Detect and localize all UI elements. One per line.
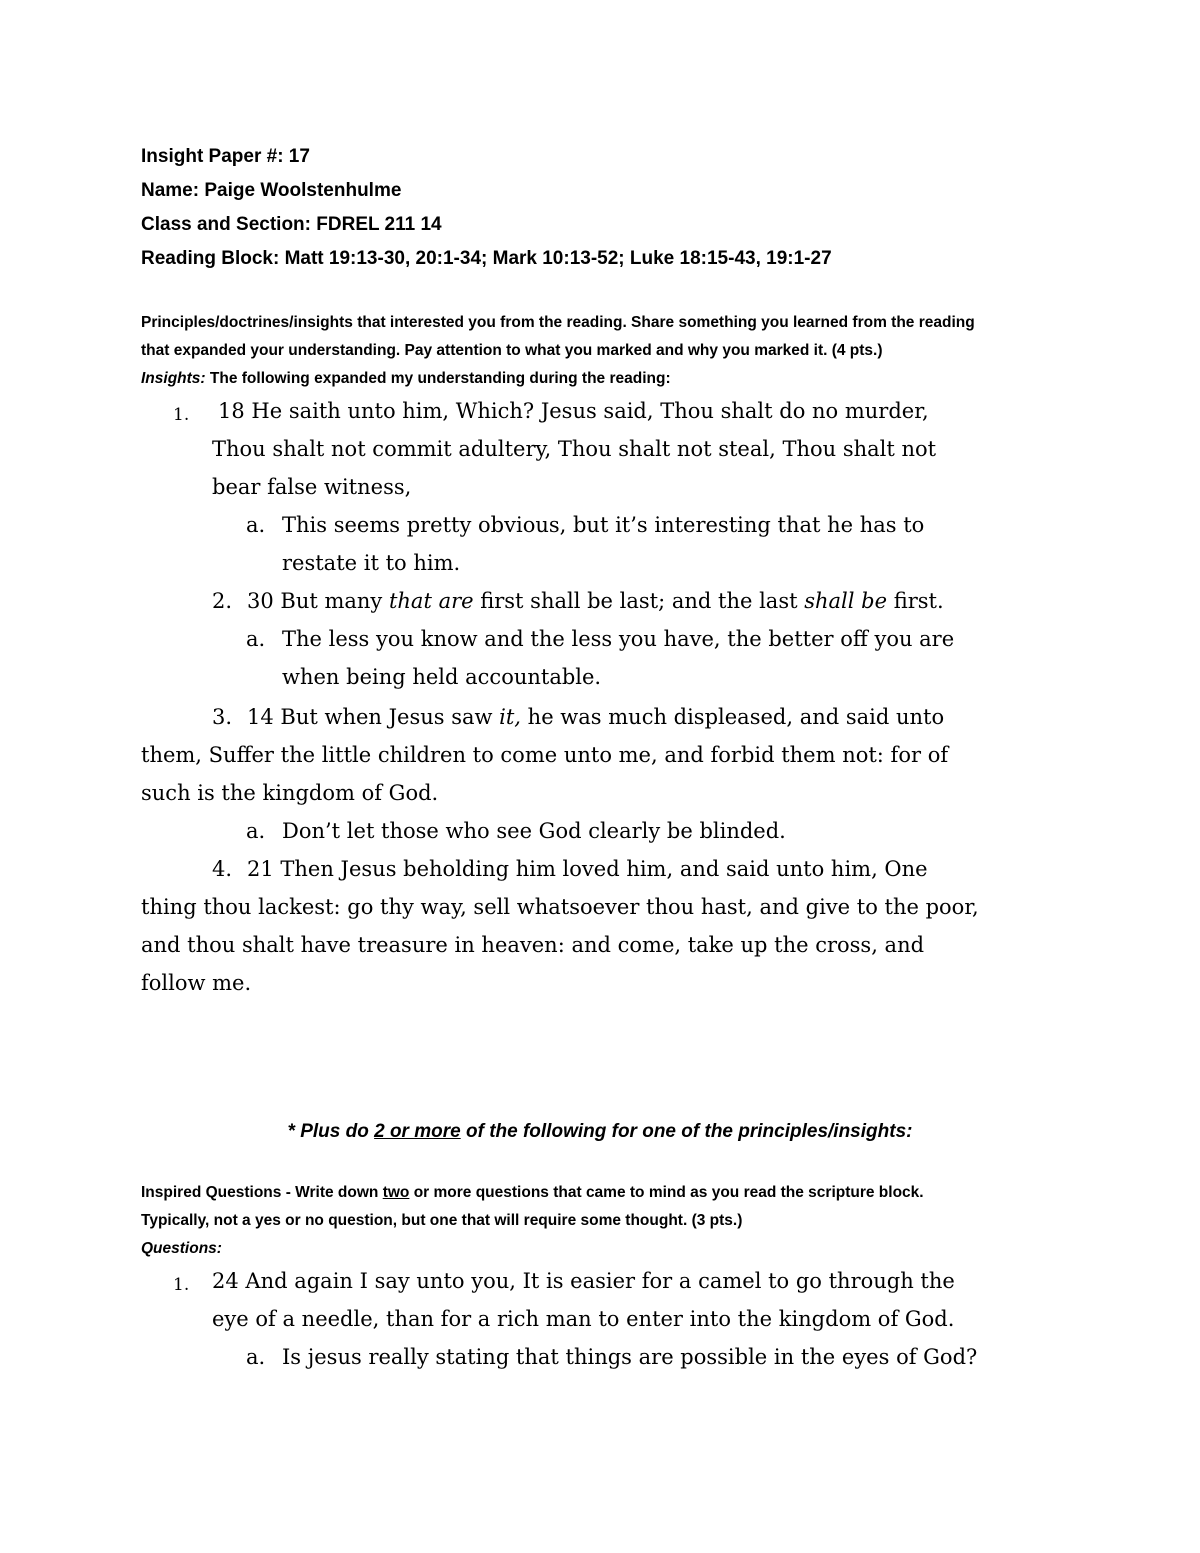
principles-prompt-line1: Principles/doctrines/insights that interested you from the reading. Share something you learned from the reading bbox=[141, 314, 975, 331]
questions-label bbox=[141, 1239, 222, 1259]
list-item-text: Thou shalt not commit adultery, Thou shalt not steal, Thou shalt not bbox=[212, 437, 937, 461]
list-marker: 1. bbox=[173, 1275, 190, 1295]
list-item-text: follow me. bbox=[141, 971, 252, 995]
student-name: Name: Paige Woolstenhulme bbox=[141, 180, 402, 201]
verse-italic: it, bbox=[499, 705, 521, 729]
questions-prompt-underlined: two bbox=[382, 1184, 410, 1201]
list-marker: 2. bbox=[212, 589, 233, 613]
verse-text: 30 But many bbox=[247, 589, 389, 613]
verse-italic: shall be bbox=[804, 589, 888, 613]
verse-text: 14 But when Jesus saw bbox=[247, 705, 500, 729]
sub-list-marker: a. bbox=[246, 819, 266, 843]
list-item-text: them, Suffer the little children to come unto me, and forbid them not: for of bbox=[141, 743, 949, 767]
questions-prompt-text: Inspired Questions - Write down bbox=[141, 1184, 383, 1201]
sub-list-item-text: The less you know and the less you have, the better off you are bbox=[282, 627, 955, 651]
list-item-text: bear false witness, bbox=[212, 475, 412, 499]
sub-list-marker: a. bbox=[246, 627, 266, 651]
list-item-text: such is the kingdom of God. bbox=[141, 781, 439, 805]
questions-prompt-text: or more questions that came to mind as you read the scripture block. bbox=[409, 1184, 924, 1201]
sub-list-item-text: when being held accountable. bbox=[282, 665, 602, 689]
list-item-text: 24 And again I say unto you, It is easier for a camel to go through the bbox=[212, 1269, 955, 1293]
verse-text: first shall be last; and the last bbox=[473, 589, 805, 613]
sub-list-item-text: Is jesus really stating that things are possible in the eyes of God? bbox=[282, 1345, 978, 1369]
verse-text: first. bbox=[887, 589, 944, 613]
list-marker: 4. bbox=[212, 857, 233, 881]
sub-list-marker: a. bbox=[246, 513, 266, 537]
verse-text: he was much displeased, and said unto bbox=[521, 705, 945, 729]
list-marker: 1. bbox=[173, 405, 190, 425]
list-item-text: and thou shalt have treasure in heaven: and come, take up the cross, and bbox=[141, 933, 925, 957]
insights-intro bbox=[141, 369, 671, 389]
questions-label-text: Questions: bbox=[141, 1240, 222, 1257]
plus-text: of the following for one of the principles/insights: bbox=[460, 1121, 913, 1142]
questions-prompt-line2: Typically, not a yes or no question, but one that will require some thought. (3 pts.) bbox=[141, 1212, 743, 1229]
verse-italic: that are bbox=[388, 589, 474, 613]
reading-block: Reading Block: Matt 19:13-30, 20:1-34; Mark 10:13-52; Luke 18:15-43, 19:1-27 bbox=[141, 248, 832, 269]
list-item-text bbox=[247, 704, 944, 730]
insight-paper-number: Insight Paper #: 17 bbox=[141, 146, 310, 167]
sub-list-item-text: This seems pretty obvious, but it’s interesting that he has to bbox=[282, 513, 925, 537]
list-item-text: thing thou lackest: go thy way, sell whatsoever thou hast, and give to the poor, bbox=[141, 895, 979, 919]
class-section: Class and Section: FDREL 211 14 bbox=[141, 214, 442, 235]
list-item-text: 18 He saith unto him, Which? Jesus said, Thou shalt do no murder, bbox=[218, 399, 929, 423]
list-item-text: 21 Then Jesus beholding him loved him, and said unto him, One bbox=[247, 857, 928, 881]
sub-list-item-text: Don’t let those who see God clearly be blinded. bbox=[282, 819, 786, 843]
list-item-text: eye of a needle, than for a rich man to enter into the kingdom of God. bbox=[212, 1307, 955, 1331]
insights-label: Insights: bbox=[141, 370, 206, 387]
list-marker: 3. bbox=[212, 705, 233, 729]
plus-text: * Plus do bbox=[287, 1121, 375, 1142]
sub-list-item-text: restate it to him. bbox=[282, 551, 461, 575]
plus-instruction bbox=[0, 1120, 1200, 1144]
list-item-text bbox=[247, 588, 944, 614]
insights-intro-text: The following expanded my understanding during the reading: bbox=[205, 370, 671, 387]
plus-underlined: 2 or more bbox=[374, 1121, 461, 1142]
questions-prompt-line1 bbox=[141, 1183, 924, 1203]
principles-prompt-line2: that expanded your understanding. Pay attention to what you marked and why you marked it. (4 pts.) bbox=[141, 342, 883, 359]
sub-list-marker: a. bbox=[246, 1345, 266, 1369]
